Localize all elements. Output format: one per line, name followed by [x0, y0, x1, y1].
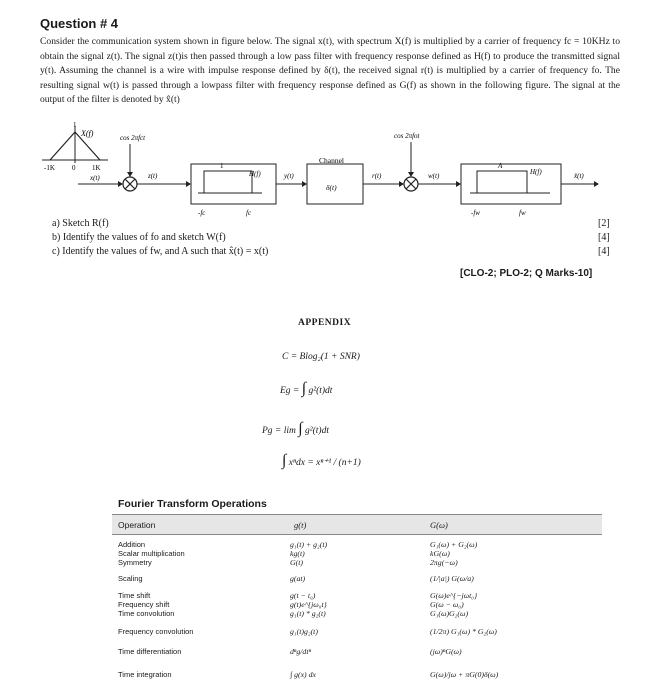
gw-frequency-shift: G(ω − ω₀)	[430, 600, 464, 609]
output-signal-label: x̂(t)	[574, 172, 584, 180]
part-a: a) Sketch R(f)	[52, 218, 109, 229]
filter-2-tick-neg: -fw	[471, 209, 480, 217]
clo-marks: [CLO-2; PLO-2; Q Marks-10]	[460, 268, 593, 279]
gt-addition: g₁(t) + g₂(t)	[290, 540, 328, 549]
part-c-marks: [4]	[598, 246, 610, 257]
fourier-table-title: Fourier Transform Operations	[118, 498, 267, 510]
op-time-shift: Time shift	[118, 591, 151, 600]
gw-scalar: kG(ω)	[430, 549, 450, 558]
channel-response: δ(t)	[326, 183, 337, 192]
spectrum-tick-zero: 0	[72, 164, 76, 172]
input-spectrum	[42, 121, 108, 182]
y-signal-label: y(t)	[284, 172, 294, 180]
gw-frequency-convolution: (1/2π) G₁(ω) * G₂(ω)	[430, 627, 497, 636]
spectrum-peak: 1	[73, 121, 77, 129]
part-c: c) Identify the values of fw, and A such that x̂(t) = x(t)	[52, 246, 269, 257]
gt-scaling: g(at)	[290, 574, 306, 583]
integral-sign-icon: ∫	[301, 380, 307, 397]
power-integral: xⁿdx = xⁿ⁺¹ / (n+1)	[288, 458, 361, 468]
mixer-1	[123, 177, 137, 191]
integral-sign-icon: ∫	[298, 420, 303, 437]
gw-symmetry: 2πg(−ω)	[430, 558, 458, 567]
system-block-diagram	[30, 118, 630, 218]
gt-time-differentiation: dⁿg/dtⁿ	[290, 647, 311, 656]
carrier-2-label: cos 2πfot	[394, 132, 420, 140]
energy-formula	[280, 380, 332, 398]
carrier-1-label: cos 2πfct	[120, 134, 146, 142]
op-scaling: Scaling	[118, 574, 143, 583]
op-time-integration: Time integration	[118, 670, 172, 679]
part-b: b) Identify the values of fo and sketch W(f)	[52, 232, 226, 243]
filter-1-gain: 1	[220, 162, 224, 170]
filter-1-tick-pos: fc	[246, 209, 252, 217]
header-operation: Operation	[118, 520, 156, 530]
header-gt: g(t)	[294, 520, 307, 530]
op-symmetry: Symmetry	[118, 558, 152, 567]
capacity-formula: C = Blog₂(1 + SNR)	[282, 352, 360, 362]
gw-time-integration: G(ω)/jω + πG(0)δ(ω)	[430, 670, 499, 679]
filter-2-gain: A	[498, 162, 503, 170]
gt-symmetry: G(t)	[290, 558, 303, 567]
question-title: Question # 4	[40, 16, 119, 31]
power-integral-formula	[282, 452, 361, 470]
fourier-table	[112, 514, 602, 700]
gt-scalar: kg(t)	[290, 549, 305, 558]
table-header-row	[112, 514, 602, 535]
gw-addition: G₁(ω) + G₂(ω)	[430, 540, 478, 549]
gw-time-shift: G(ω)e^{−jωt₀}	[430, 591, 478, 600]
filter-2-tick-pos: fw	[519, 209, 526, 217]
power-formula	[262, 420, 329, 438]
op-time-convolution: Time convolution	[118, 609, 175, 618]
energy-rhs: g²(t)dt	[308, 386, 333, 396]
filter-2-block	[461, 162, 561, 217]
gt-time-integration: ∫ g(x) dx	[290, 670, 316, 679]
gt-frequency-convolution: g₁(t)g₂(t)	[290, 627, 318, 636]
op-frequency-shift: Frequency shift	[118, 600, 170, 609]
gt-frequency-shift: g(t)e^{jω₀t}	[290, 600, 327, 609]
z-signal-label: z(t)	[148, 172, 158, 180]
op-frequency-convolution: Frequency convolution	[118, 627, 194, 636]
channel-title: Channel	[319, 156, 344, 165]
spectrum-label: X(f)	[81, 129, 94, 138]
spectrum-tick-neg: -1K	[44, 164, 55, 172]
mixer-2	[404, 177, 418, 191]
filter-1-tick-neg: -fc	[198, 209, 206, 217]
input-signal-label: x(t)	[90, 174, 100, 182]
gt-time-convolution: g₁(t) * g₂(t)	[290, 609, 326, 618]
op-addition: Addition	[118, 540, 146, 549]
gw-time-convolution: G₁(ω)G₂(ω)	[430, 609, 469, 618]
appendix-title: APPENDIX	[298, 318, 352, 328]
w-signal-label: w(t)	[428, 172, 440, 180]
op-time-differentiation: Time differentiation	[118, 647, 182, 656]
question-text: Consider the communication system shown in figure below. The signal x(t), with spectrum X(f) is multiplied by a carrier of frequency fc = 10KHz to obtain the signal z(t). The signal z(t)is then passed through a low pass filter with frequency response defined as H(f) to produce the transmitted signal y(t). Assuming the channel is a wire with impulse response defined by δ(t), the received signal r(t) is multiplied by a carrier of frequency fo. The resulting signal w(t) is passed through a lowpass filter with frequency response defined as G(f) as shown in the following figure. The signal at the output of the filter is denoted by x̂(t)	[40, 36, 620, 106]
part-b-marks: [4]	[598, 232, 610, 243]
channel-block	[307, 156, 363, 204]
r-signal-label: r(t)	[372, 172, 382, 180]
integral-sign-icon: ∫	[282, 452, 287, 469]
power-lhs: Pg = lim	[262, 426, 296, 436]
filter-1-label: H(f)	[249, 170, 261, 178]
power-rhs: g²(t)dt	[305, 426, 329, 436]
filter-2-label: H(f)	[530, 168, 542, 176]
gw-scaling: (1/|a|) G(ω/a)	[430, 574, 474, 583]
gw-time-differentiation: (jω)ⁿG(ω)	[430, 647, 462, 656]
part-a-marks: [2]	[598, 218, 610, 229]
op-scalar: Scalar multiplication	[118, 549, 185, 558]
filter-1-block	[191, 162, 276, 217]
gt-time-shift: g(t − t₀)	[290, 591, 316, 600]
energy-lhs: Eg =	[280, 386, 300, 396]
spectrum-tick-pos: 1K	[92, 164, 101, 172]
header-gw: G(ω)	[430, 520, 448, 530]
